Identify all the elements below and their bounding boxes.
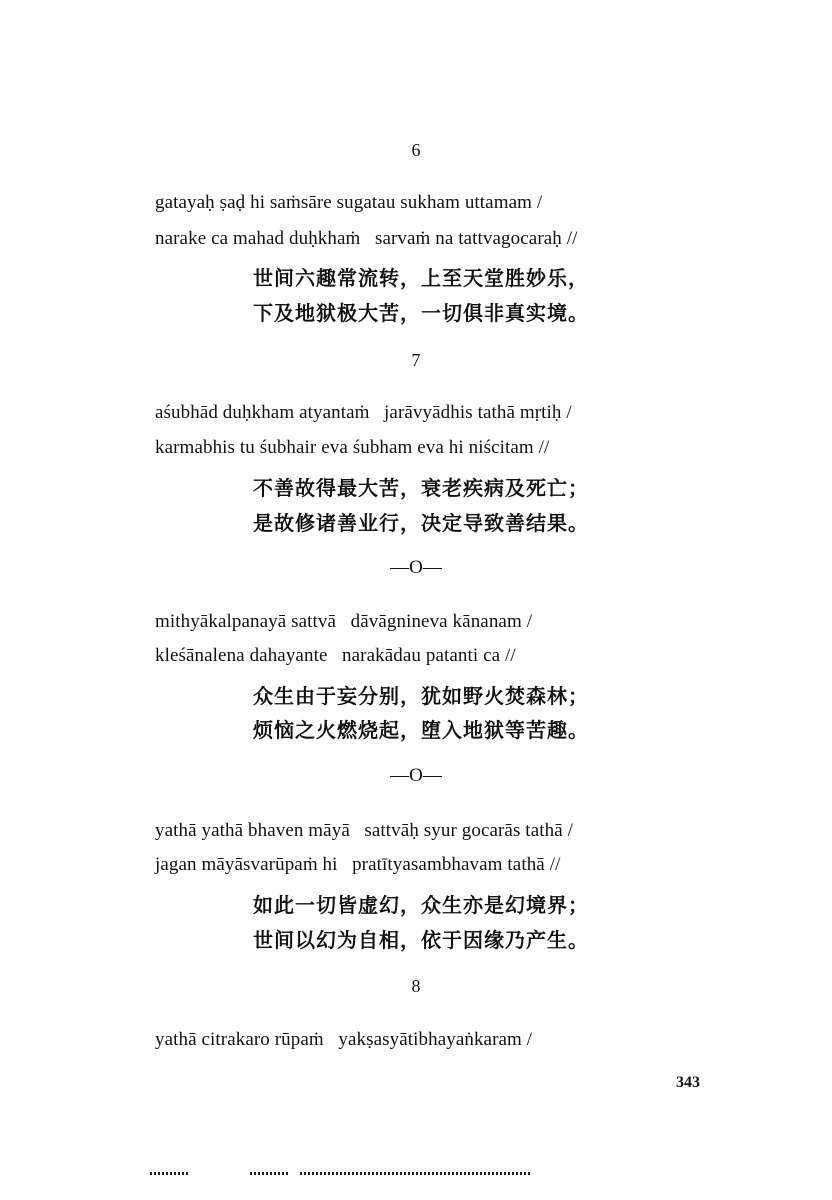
sanskrit-line: kleśānalena dahayante narakādau patanti ca // — [155, 645, 516, 666]
sanskrit-line: jagan māyāsvarūpaṁ hi pratītyasambhavam tathā // — [155, 854, 561, 875]
chinese-line: 是故修诸善业行，决定导致善结果。 — [253, 511, 589, 535]
verse-number: 6 — [411, 140, 421, 160]
chinese-line: 不善故得最大苦，衰老疾病及死亡； — [253, 476, 589, 500]
chinese-line: 下及地狱极大苦，一切俱非真实境。 — [253, 301, 589, 325]
section-separator: —O— — [390, 557, 442, 578]
chinese-line: 如此一切皆虚幻，众生亦是幻境界； — [253, 893, 589, 917]
scan-artifact — [250, 1172, 290, 1175]
sanskrit-line: gatayaḥ ṣaḍ hi saṁsāre sugatau sukham uttamam / — [155, 192, 543, 213]
sanskrit-line: narake ca mahad duḥkhaṁ sarvaṁ na tattvagocaraḥ // — [155, 228, 578, 249]
chinese-line: 众生由于妄分别，犹如野火焚森林； — [253, 684, 589, 708]
sanskrit-line: yathā yathā bhaven māyā sattvāḥ syur gocarās tathā / — [155, 820, 573, 841]
verse-number: 7 — [411, 350, 421, 370]
chinese-line: 世间以幻为自相，依于因缘乃产生。 — [253, 928, 589, 952]
page-number: 343 — [676, 1074, 700, 1091]
sanskrit-line: karmabhis tu śubhair eva śubham eva hi niścitam // — [155, 437, 550, 458]
chinese-line: 烦恼之火燃烧起，堕入地狱等苦趣。 — [253, 718, 589, 742]
sanskrit-line: mithyākalpanayā sattvā dāvāgnineva kānanam / — [155, 611, 533, 632]
verse-number: 8 — [411, 976, 421, 996]
scan-artifact — [150, 1172, 190, 1175]
section-separator: —O— — [390, 765, 442, 786]
scan-artifact — [300, 1172, 530, 1175]
sanskrit-line: aśubhād duḥkham atyantaṁ jarāvyādhis tathā mṛtiḥ / — [155, 402, 572, 423]
chinese-line: 世间六趣常流转，上至天堂胜妙乐， — [253, 266, 589, 290]
sanskrit-line: yathā citrakaro rūpaṁ yakṣasyātibhayaṅkaram / — [155, 1029, 533, 1050]
